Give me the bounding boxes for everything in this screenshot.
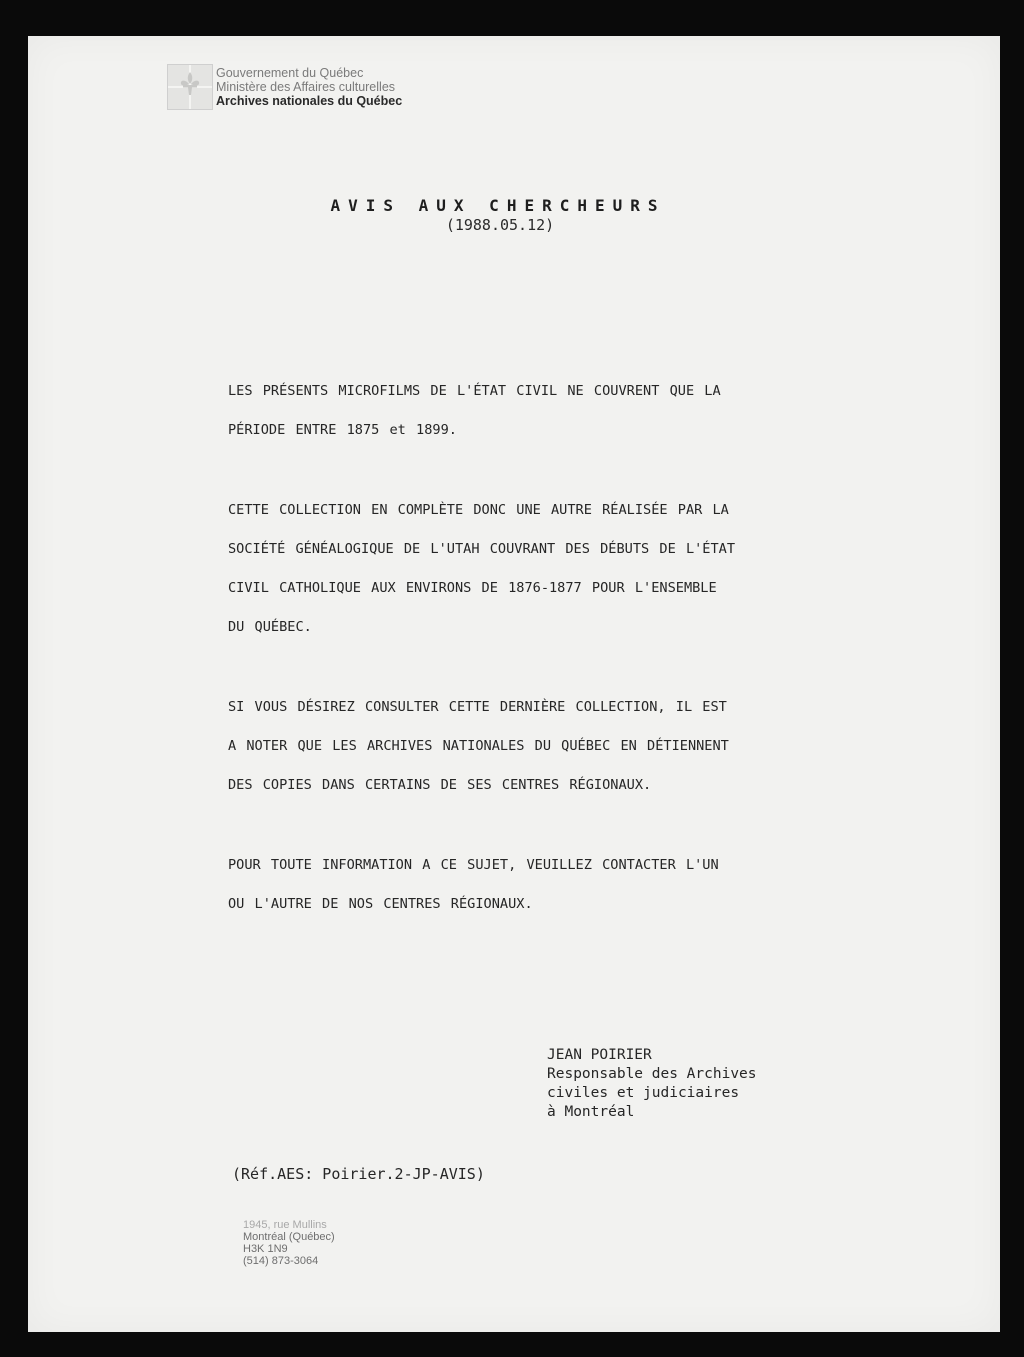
- address-phone: (514) 873-3064: [243, 1255, 319, 1267]
- signature-title-line: civiles et judiciaires: [547, 1085, 740, 1101]
- notice-body: [228, 372, 808, 965]
- paragraph-line: DU QUÉBEC.: [228, 619, 312, 635]
- paragraph-line: POUR TOUTE INFORMATION A CE SUJET, VEUILLEZ CONTACTER L'UN: [228, 857, 719, 873]
- notice-date: (1988.05.12): [445, 216, 555, 234]
- paragraph-line: PÉRIODE ENTRE 1875 et 1899.: [228, 422, 457, 438]
- signature-title-line: à Montréal: [547, 1104, 635, 1120]
- paragraph-line: SOCIÉTÉ GÉNÉALOGIQUE DE L'UTAH COUVRANT DES DÉBUTS DE L'ÉTAT: [228, 541, 736, 557]
- paragraph-4: [228, 846, 808, 924]
- reference-code: (Réf.AES: Poirier.2-JP-AVIS): [232, 1165, 485, 1183]
- paragraph-line: LES PRÉSENTS MICROFILMS DE L'ÉTAT CIVIL NE COUVRENT QUE LA: [228, 383, 721, 399]
- letterhead-government: Gouvernement du Québec: [216, 66, 364, 80]
- paragraph-line: OU L'AUTRE DE NOS CENTRES RÉGIONAUX.: [228, 896, 533, 912]
- signature-name: JEAN POIRIER: [547, 1047, 652, 1063]
- letterhead: [216, 66, 402, 108]
- paragraph-line: A NOTER QUE LES ARCHIVES NATIONALES DU QUÉBEC EN DÉTIENNENT: [228, 738, 729, 754]
- notice-title: AVIS AUX CHERCHEURS: [330, 196, 666, 215]
- paragraph-line: DES COPIES DANS CERTAINS DE SES CENTRES RÉGIONAUX.: [228, 777, 652, 793]
- paragraph-2: [228, 491, 808, 647]
- letterhead-ministry: Ministère des Affaires culturelles: [216, 80, 396, 94]
- paragraph-1: [228, 372, 808, 450]
- paragraph-line: CETTE COLLECTION EN COMPLÈTE DONC UNE AUTRE RÉALISÉE PAR LA: [228, 502, 729, 518]
- address-city: Montréal (Québec): [243, 1231, 335, 1243]
- signature-block: [547, 1046, 757, 1122]
- paragraph-3: [228, 688, 808, 805]
- address-street: 1945, rue Mullins: [243, 1219, 327, 1231]
- signature-title-line: Responsable des Archives: [547, 1066, 757, 1082]
- address-postal: H3K 1N9: [243, 1243, 288, 1255]
- paragraph-line: CIVIL CATHOLIQUE AUX ENVIRONS DE 1876-1877 POUR L'ENSEMBLE: [228, 580, 717, 596]
- document-page: [28, 36, 1000, 1332]
- fleur-de-lis-icon: [167, 64, 213, 110]
- letterhead-archives: Archives nationales du Québec: [216, 94, 403, 108]
- address-block: [243, 1219, 335, 1267]
- paragraph-line: SI VOUS DÉSIREZ CONSULTER CETTE DERNIÈRE COLLECTION, IL EST: [228, 699, 727, 715]
